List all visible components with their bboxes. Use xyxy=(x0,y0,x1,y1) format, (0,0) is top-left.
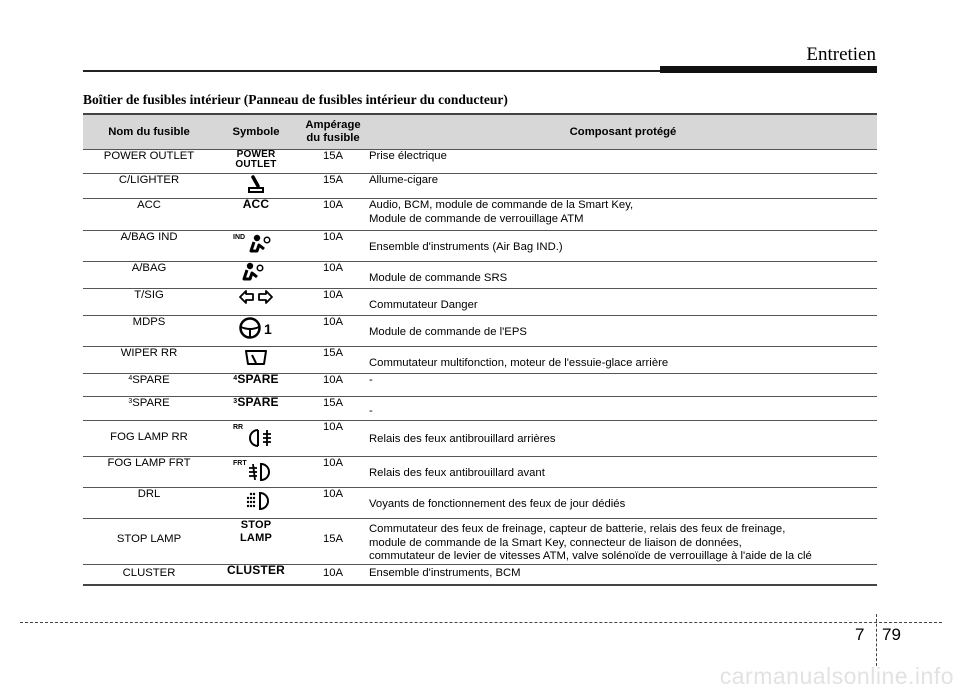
fuse-component: Allume-cigare xyxy=(369,174,877,199)
fuse-name: STOP LAMP xyxy=(83,519,215,565)
component-line: module de commande de la Smart Key, connecteur de liaison de données, xyxy=(369,536,742,549)
component-line: Module de commande de verrouillage ATM xyxy=(369,212,584,225)
superscript: 4 xyxy=(233,375,238,382)
front-fog-lamp-icon xyxy=(231,457,281,485)
table-row xyxy=(83,150,877,174)
fuse-amperage: 10A xyxy=(297,488,369,519)
fuse-component: Commutateur Danger xyxy=(369,289,877,316)
fuse-symbol xyxy=(215,347,297,374)
fuse-symbol xyxy=(215,421,297,457)
symbol-text xyxy=(235,150,276,170)
fuse-component: Commutateur multifonction, moteur de l'essuie-glace arrière xyxy=(369,347,877,374)
fuse-amperage: 10A xyxy=(297,374,369,397)
symbol-line: SPARE xyxy=(237,372,279,386)
fuse-component: Module de commande SRS xyxy=(369,262,877,289)
footer-rule xyxy=(20,622,942,623)
symbol-text xyxy=(233,374,279,384)
fuse-amperage: 10A xyxy=(297,231,369,262)
fuse-name: T/SIG xyxy=(83,289,215,316)
fuse-symbol xyxy=(215,316,297,347)
fuse-symbol xyxy=(215,519,297,565)
fuse-symbol xyxy=(215,150,297,174)
fuse-amperage: 15A xyxy=(297,150,369,174)
table-row xyxy=(83,199,877,231)
table-row xyxy=(83,347,877,374)
component-line: Commutateur des feux de freinage, capteur de batterie, relais des feux de freinage, xyxy=(369,523,786,535)
fuse-amperage: 10A xyxy=(297,457,369,488)
header-fuse-name: Nom du fusible xyxy=(83,114,215,150)
fuse-amperage: 15A xyxy=(297,519,369,565)
icon-label: IND xyxy=(233,234,246,241)
fuse-amperage: 10A xyxy=(297,199,369,231)
symbol-text xyxy=(233,397,279,407)
header-symbol: Symbole xyxy=(215,114,297,150)
fuse-name: MDPS xyxy=(83,316,215,347)
header-rule xyxy=(83,70,663,72)
fuse-name: POWER OUTLET xyxy=(83,150,215,174)
table-row xyxy=(83,174,877,199)
header-amperage xyxy=(297,114,369,150)
chapter-number: 7 xyxy=(855,625,865,644)
rear-wiper-icon xyxy=(243,347,269,367)
fuse-symbol xyxy=(215,289,297,316)
table-row xyxy=(83,262,877,289)
header-amperage-l1: Ampérage xyxy=(305,119,361,131)
fuse-name: DRL xyxy=(83,488,215,519)
fuse-amperage: 10A xyxy=(297,565,369,585)
superscript: 3 xyxy=(233,398,238,405)
fuse-amperage: 10A xyxy=(297,262,369,289)
fuse-name: WIPER RR xyxy=(83,347,215,374)
table-row xyxy=(83,397,877,421)
fuse-amperage: 15A xyxy=(297,397,369,421)
fuse-symbol xyxy=(215,174,297,199)
section-title: Entretien xyxy=(806,44,876,65)
symbol-line: SPARE xyxy=(237,395,279,409)
fuse-symbol xyxy=(215,488,297,519)
fuse-component: Module de commande de l'EPS xyxy=(369,316,877,347)
table-row xyxy=(83,519,877,565)
fuse-component: - xyxy=(369,397,877,421)
fuse-component: Voyants de fonctionnement des feux de jour dédiés xyxy=(369,488,877,519)
fuse-symbol xyxy=(215,374,297,397)
airbag-icon xyxy=(241,262,271,284)
fuse-symbol xyxy=(215,457,297,488)
fuse-component: Prise électrique xyxy=(369,150,877,174)
airbag-indicator-icon xyxy=(231,231,281,257)
symbol-line: LAMP xyxy=(240,532,272,544)
fuse-symbol xyxy=(215,397,297,421)
fuse-name xyxy=(83,374,215,397)
fuse-component xyxy=(369,199,877,231)
table-row xyxy=(83,488,877,519)
icon-label: FRT xyxy=(233,460,247,467)
fuse-amperage: 15A xyxy=(297,347,369,374)
fuse-name: CLUSTER xyxy=(83,565,215,585)
header-component: Composant protégé xyxy=(369,114,877,150)
cigar-lighter-icon xyxy=(245,174,267,194)
symbol-text: ACC xyxy=(242,197,270,211)
table-header-row xyxy=(83,114,877,150)
rear-fog-lamp-icon xyxy=(231,421,281,451)
fuse-component xyxy=(369,519,877,565)
fuse-component: - xyxy=(369,374,877,397)
table-row xyxy=(83,374,877,397)
page-divider xyxy=(876,614,877,666)
fuse-name: A/BAG xyxy=(83,262,215,289)
fuse-component: Relais des feux antibrouillard arrières xyxy=(369,421,877,457)
fuse-name: ACC xyxy=(83,199,215,231)
turn-signal-icon xyxy=(238,289,274,305)
header-rule-thick xyxy=(660,66,877,73)
fuse-amperage: 10A xyxy=(297,316,369,347)
fuse-component: Ensemble d'instruments (Air Bag IND.) xyxy=(369,231,877,262)
fuse-name: FOG LAMP FRT xyxy=(83,457,215,488)
fuse-component: Ensemble d'instruments, BCM xyxy=(369,565,877,585)
fuse-name xyxy=(83,397,215,421)
fuse-name: C/LIGHTER xyxy=(83,174,215,199)
fuse-name-text: SPARE xyxy=(132,374,170,386)
drl-lamp-icon xyxy=(234,488,278,514)
fuse-name: A/BAG IND xyxy=(83,231,215,262)
steering-wheel-icon xyxy=(236,316,276,340)
fuse-table xyxy=(83,113,877,586)
fuse-amperage: 10A xyxy=(297,421,369,457)
table-row xyxy=(83,289,877,316)
component-line: commutateur de levier de vitesses ATM, valve solénoïde de verrouillage à l'aide de la clé xyxy=(369,550,812,562)
symbol-line: POWER xyxy=(236,149,276,160)
symbol-text xyxy=(240,519,272,545)
superscript: 4 xyxy=(128,375,133,382)
component-line: Audio, BCM, module de commande de la Smart Key, xyxy=(369,199,634,211)
icon-label: 1 xyxy=(264,321,272,337)
symbol-text: CLUSTER xyxy=(226,563,286,577)
fuse-symbol xyxy=(215,262,297,289)
watermark: carmanualsonline.info xyxy=(719,663,954,689)
symbol-line: OUTLET xyxy=(235,159,277,170)
table-row xyxy=(83,457,877,488)
superscript: 3 xyxy=(128,398,133,405)
icon-label: RR xyxy=(233,424,244,431)
header-amperage-l2: du fusible xyxy=(306,132,360,144)
table-row xyxy=(83,565,877,585)
fuse-component: Relais des feux antibrouillard avant xyxy=(369,457,877,488)
fuse-amperage: 10A xyxy=(297,289,369,316)
fuse-symbol xyxy=(215,199,297,231)
fuse-name: FOG LAMP RR xyxy=(83,421,215,457)
table-row xyxy=(83,316,877,347)
fuse-symbol xyxy=(215,565,297,585)
fuse-symbol xyxy=(215,231,297,262)
page-number: 79 xyxy=(882,625,901,644)
table-row xyxy=(83,231,877,262)
fuse-amperage: 15A xyxy=(297,174,369,199)
table-row xyxy=(83,421,877,457)
page-subtitle: Boîtier de fusibles intérieur (Panneau de fusibles intérieur du conducteur) xyxy=(83,92,508,107)
fuse-name-text: SPARE xyxy=(132,397,170,409)
symbol-line: STOP xyxy=(240,519,272,531)
